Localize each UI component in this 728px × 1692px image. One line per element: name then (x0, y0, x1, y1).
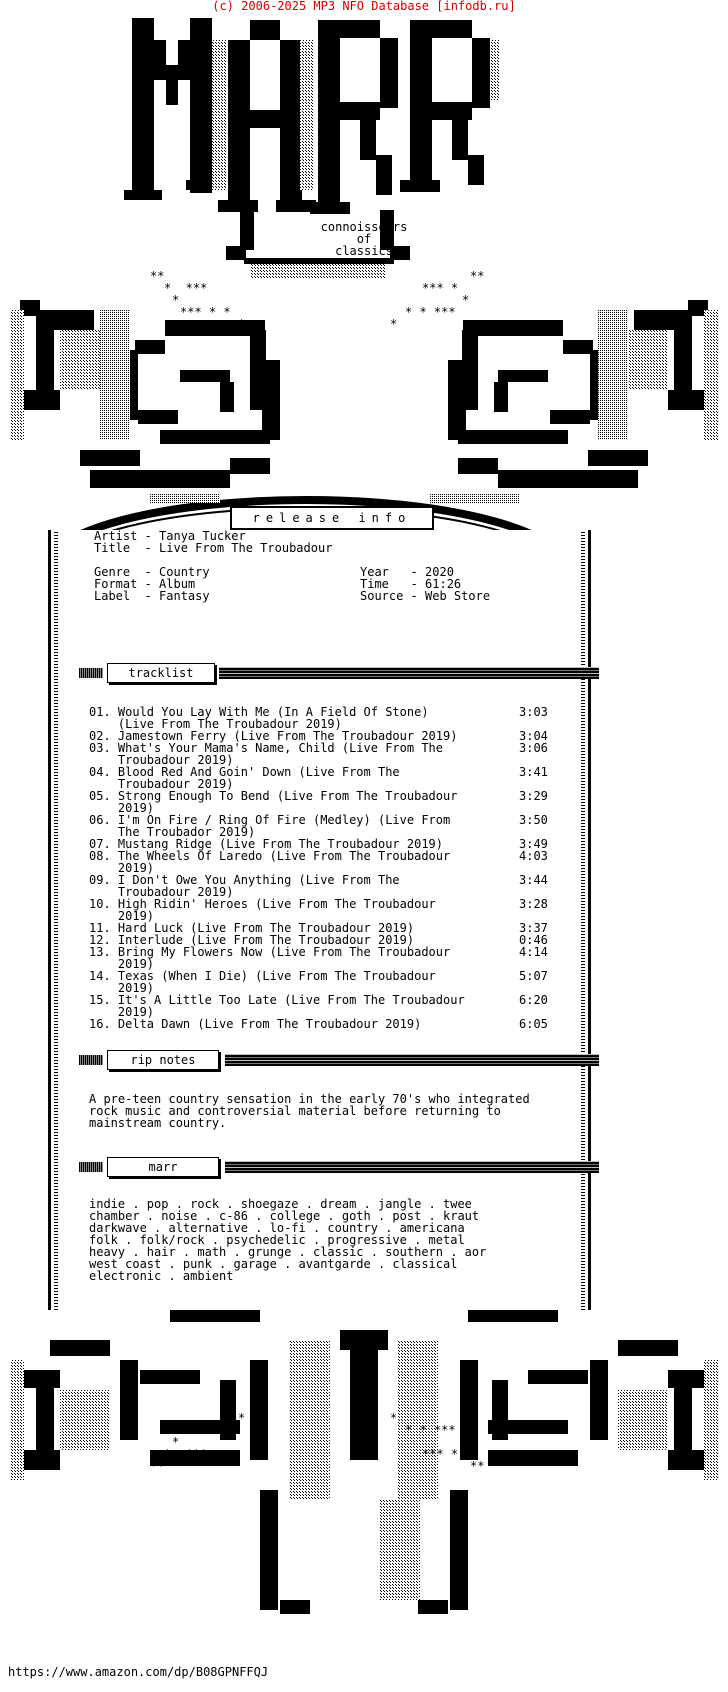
track-row (89, 969, 548, 995)
info-source: Source - Web Store (360, 589, 491, 603)
track-duration: 0:46 (519, 933, 548, 947)
marr-logo-art (0, 10, 728, 530)
info-title: Title - Live From The Troubadour (94, 541, 333, 555)
track-title: 03. What's Your Mama's Name, Child (Live From The Troubadour 2019) (89, 741, 444, 767)
track-duration: 3:28 (519, 897, 548, 911)
track-row (89, 873, 548, 899)
track-title: 09. I Don't Owe You Anything (Live From The Troubadour 2019) (89, 873, 400, 899)
track-title: 16. Delta Dawn (Live From The Troubadour 2019) (89, 1017, 422, 1031)
track-title: 07. Mustang Ridge (Live From The Troubadour 2019) (89, 837, 444, 851)
track-duration: 3:44 (519, 873, 548, 887)
star-deco-bottom-right-2: * * *** (405, 1423, 456, 1437)
star-deco-bottom-left-3: * (172, 1435, 180, 1449)
bottom-ornament-art (0, 1300, 728, 1645)
rip-notes-header (79, 1050, 599, 1070)
info-year: Year - 2020 (360, 565, 454, 579)
track-title: 01. Would You Lay With Me (In A Field Of Stone) (Live From The Troubadour 2019) (89, 705, 429, 731)
star-deco-right-1: ** (470, 269, 485, 283)
star-deco-right-4: * * *** (405, 305, 456, 319)
track-duration: 6:05 (519, 1017, 548, 1031)
info-time: Time - 61:26 (360, 577, 462, 591)
track-duration: 4:03 (519, 849, 548, 863)
track-duration: 3:41 (519, 765, 548, 779)
track-row (89, 705, 548, 731)
track-title: 02. Jamestown Ferry (Live From The Troubadour 2019) (89, 729, 458, 743)
track-duration: 3:37 (519, 921, 548, 935)
star-deco-bottom-left-1: * (238, 1411, 246, 1425)
track-row (89, 765, 548, 791)
star-deco-right-2: *** * (422, 281, 459, 295)
track-title: 05. Strong Enough To Bend (Live From The Troubadour 2019) (89, 789, 458, 815)
marr-header (79, 1157, 599, 1177)
track-duration: 5:07 (519, 969, 548, 983)
logo-letter-m (124, 18, 220, 200)
star-deco-right-3: * (462, 293, 470, 307)
star-deco-bottom-left-2: *** * * (180, 1423, 231, 1437)
track-row (89, 849, 548, 875)
star-deco-bottom-right-4: *** * (422, 1447, 459, 1461)
star-deco-bottom-right-5: ** (470, 1459, 485, 1473)
info-artist: Artist - Tanya Tucker (94, 529, 246, 543)
frame-right-shade (581, 530, 585, 1310)
marr-heading: marr (107, 1157, 219, 1177)
frame-left (48, 530, 51, 1310)
star-deco-bottom-right-1: * (390, 1411, 398, 1425)
frame-left-shade (54, 530, 58, 1310)
rip-notes-heading: rip notes (107, 1050, 219, 1070)
tagline-line-3: classics (335, 244, 393, 258)
right-ornament (448, 300, 708, 488)
track-title: 13. Bring My Flowers Now (Live From The Troubadour 2019) (89, 945, 451, 971)
track-duration: 3:49 (519, 837, 548, 851)
info-genre: Genre - Country (94, 565, 210, 579)
info-label: Label - Fantasy (94, 589, 210, 603)
info-format: Format - Album (94, 577, 196, 591)
track-row (89, 897, 548, 923)
track-row (89, 993, 548, 1019)
logo-letter-r1 (310, 20, 398, 214)
track-duration: 3:29 (519, 789, 548, 803)
source-url-link[interactable]: https://www.amazon.com/dp/B08GPNFFQJ (8, 1665, 269, 1679)
track-title: 08. The Wheels Of Laredo (Live From The Troubadour 2019) (89, 849, 451, 875)
star-deco-left-5: * (238, 317, 246, 331)
star-deco-left-3: * (172, 293, 180, 307)
track-duration: 3:04 (519, 729, 548, 743)
tagline-line-2: of (356, 232, 372, 246)
star-deco-bottom-left-5: ** (150, 1459, 165, 1473)
release-info-heading: release info (230, 506, 434, 530)
rip-notes-text: A pre-teen country sensation in the early 70's who integrated rock music and controversial material before returning to mainstream country. (89, 1092, 530, 1130)
track-row (89, 945, 548, 971)
track-title: 06. I'm On Fire / Ring Of Fire (Medley) (Live From The Troubador 2019) (89, 813, 451, 839)
star-deco-bottom-right-3: * (462, 1435, 470, 1449)
track-title: 10. High Ridin' Heroes (Live From The Troubadour 2019) (89, 897, 436, 923)
star-deco-left-2: * *** (164, 281, 208, 295)
track-title: 14. Texas (When I Die) (Live From The Troubadour 2019) (89, 969, 436, 995)
frame-right (588, 530, 591, 1310)
track-row (89, 789, 548, 815)
track-duration: 3:50 (519, 813, 548, 827)
track-row (89, 741, 548, 767)
track-duration: 3:06 (519, 741, 548, 755)
track-duration: 6:20 (519, 993, 548, 1007)
tagline-line-1: connoisseurs (320, 220, 408, 234)
track-title: 11. Hard Luck (Live From The Troubadour 2019) (89, 921, 415, 935)
star-deco-left-4: *** * * (180, 305, 231, 319)
star-deco-right-5: * (390, 317, 398, 331)
tracklist-header (79, 663, 599, 683)
track-title: 15. It's A Little Too Late (Live From The Troubadour 2019) (89, 993, 465, 1019)
track-row (89, 813, 548, 839)
star-deco-left-1: ** (150, 269, 165, 283)
track-duration: 3:03 (519, 705, 548, 719)
copyright-text: (c) 2006-2025 MP3 NFO Database [infodb.ru] (212, 0, 516, 13)
tracklist-heading: tracklist (107, 663, 215, 683)
star-deco-bottom-left-4: * *** (164, 1447, 208, 1461)
marr-genres-text: indie . pop . rock . shoegaze . dream . jangle . twee chamber . noise . c-86 . college . goth . post . kraut darkwave . alternative . lo-fi . country . americana folk . folk/rock . psychedelic . progressive . metal heavy . hair . math . grunge . classic . southern . aor west coast . punk . garage . avantgarde . classical electronic . ambient (89, 1197, 487, 1283)
logo-letter-r2 (400, 20, 490, 192)
track-row (89, 1017, 548, 1031)
track-title: 04. Blood Red And Goin' Down (Live From The Troubadour 2019) (89, 765, 400, 791)
track-title: 12. Interlude (Live From The Troubadour 2019) (89, 933, 415, 947)
track-duration: 4:14 (519, 945, 548, 959)
